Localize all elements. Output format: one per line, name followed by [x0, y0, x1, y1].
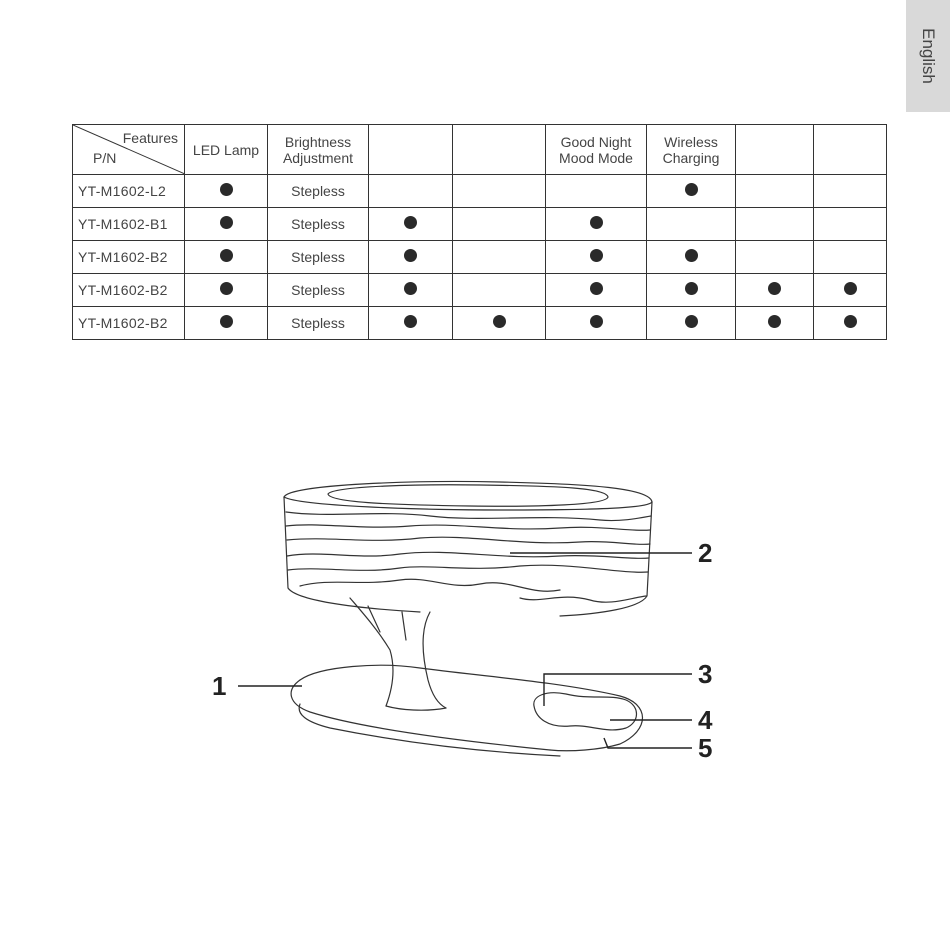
brightness-cell: Stepless: [268, 208, 369, 241]
pn-cell: YT-M1602-B2: [73, 307, 185, 340]
language-tab-label: English: [919, 28, 939, 84]
brightness-cell: Stepless: [268, 241, 369, 274]
pn-cell: YT-M1602-L2: [73, 175, 185, 208]
pn-cell: YT-M1602-B1: [73, 208, 185, 241]
pn-cell: YT-M1602-B2: [73, 274, 185, 307]
callout-1: 1: [212, 671, 227, 701]
column-header-label: Brightness Adjustment: [282, 133, 354, 166]
brightness-cell: Stepless: [268, 274, 369, 307]
brightness-cell: Stepless: [268, 175, 369, 208]
callout-5: 5: [698, 733, 713, 763]
callout-2: 2: [698, 538, 713, 568]
features-label: Features: [122, 130, 178, 146]
brightness-cell: Stepless: [268, 307, 369, 340]
pn-cell: YT-M1602-B2: [73, 241, 185, 274]
column-header-label: Good Night Mood Mode: [559, 133, 633, 166]
callout-3: 3: [698, 659, 713, 689]
column-header-label: LED Lamp: [192, 141, 260, 158]
callout-4: 4: [698, 705, 713, 735]
column-header-label: Wireless Charging: [662, 133, 720, 166]
pn-label: P/N: [93, 150, 117, 166]
